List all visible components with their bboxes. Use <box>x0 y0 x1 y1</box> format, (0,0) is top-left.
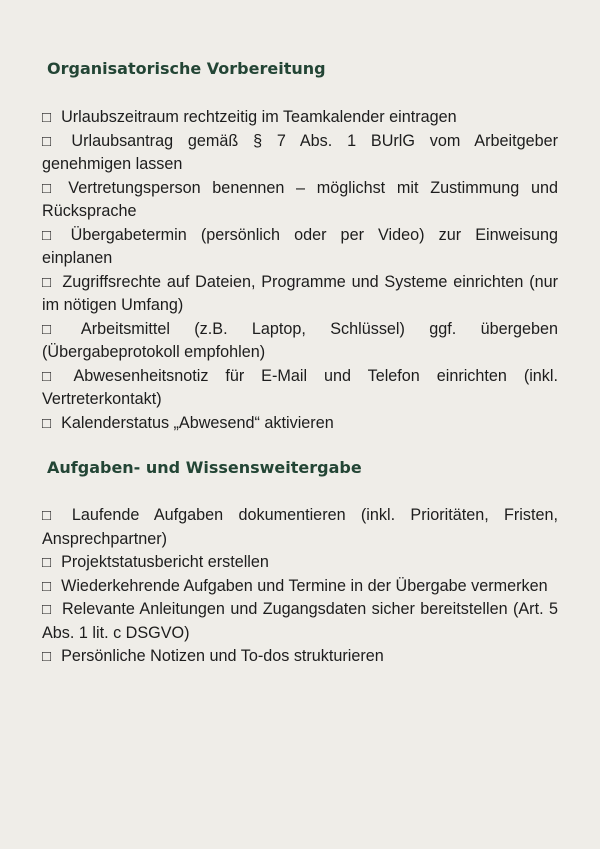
checklist-item <box>42 318 558 365</box>
checklist-item <box>42 130 558 177</box>
checklist-item-text: Laufende Aufgaben dokumentieren (inkl. Prioritäten, Fristen, Ansprechpartner) <box>42 506 558 548</box>
checklist-item-text: Arbeitsmittel (z.B. Laptop, Schlüssel) ggf. übergeben (Übergabeprotokoll empfohlen) <box>42 319 558 361</box>
checklist-item-text: Relevante Anleitungen und Zugangsdaten sicher bereitstellen (Art. 5 Abs. 1 lit. c DSGVO) <box>42 600 558 642</box>
checkbox-icon[interactable]: □ <box>42 577 52 595</box>
checkbox-icon[interactable]: □ <box>42 179 59 197</box>
checkbox-icon[interactable]: □ <box>42 367 64 385</box>
checkbox-icon[interactable]: □ <box>42 273 53 291</box>
checkbox-icon[interactable]: □ <box>42 507 62 524</box>
checklist-item-text: Urlaubsantrag gemäß § 7 Abs. 1 BUrlG vom Arbeitgeber genehmigen lassen <box>42 131 558 173</box>
section-heading-organisation: Organisatorische Vorbereitung <box>47 59 326 78</box>
checklist-item <box>42 575 558 599</box>
checklist-item-text: Persönliche Notizen und To-dos strukturieren <box>61 647 384 665</box>
checklist-item <box>42 271 558 318</box>
checkbox-icon[interactable]: □ <box>42 648 52 665</box>
checklist-item-text: Zugriffsrechte auf Dateien, Programme und Systeme einrichten (nur im nötigen Umfang) <box>42 272 558 314</box>
checklist-item-text: Kalenderstatus „Abwesend“ aktivieren <box>61 413 334 432</box>
checkbox-icon[interactable]: □ <box>42 226 61 244</box>
checklist-item <box>42 645 558 669</box>
checkbox-icon[interactable]: □ <box>42 554 52 571</box>
checkbox-icon[interactable]: □ <box>42 601 52 618</box>
section-heading-handover: Aufgaben- und Wissensweitergabe <box>47 458 362 477</box>
checkbox-icon[interactable]: □ <box>42 132 62 150</box>
checklist-item <box>42 106 558 130</box>
checklist-organisation <box>42 106 558 435</box>
checklist-item-text: Urlaubszeitraum rechtzeitig im Teamkalender eintragen <box>61 108 457 126</box>
checklist-item-text: Vertretungsperson benennen – möglichst mit Zustimmung und Rücksprache <box>42 178 558 220</box>
checklist-item-text: Projektstatusbericht erstellen <box>61 553 269 571</box>
checklist-item <box>42 504 558 551</box>
checklist-item-text: Abwesenheitsnotiz für E-Mail und Telefon einrichten (inkl. Vertreterkontakt) <box>42 366 558 408</box>
checklist-item <box>42 224 558 271</box>
checklist-handover <box>42 504 558 669</box>
checklist-item <box>42 412 558 436</box>
checklist-item-text: Übergabetermin (persönlich oder per Video) zur Einweisung einplanen <box>42 225 558 267</box>
checklist-item <box>42 177 558 224</box>
checkbox-icon[interactable]: □ <box>42 320 71 338</box>
checkbox-icon[interactable]: □ <box>42 109 52 126</box>
checkbox-icon[interactable]: □ <box>42 414 52 432</box>
checklist-item <box>42 551 558 575</box>
checklist-item <box>42 365 558 412</box>
checklist-item-text: Wiederkehrende Aufgaben und Termine in der Übergabe vermerken <box>61 576 548 595</box>
checklist-item <box>42 598 558 645</box>
